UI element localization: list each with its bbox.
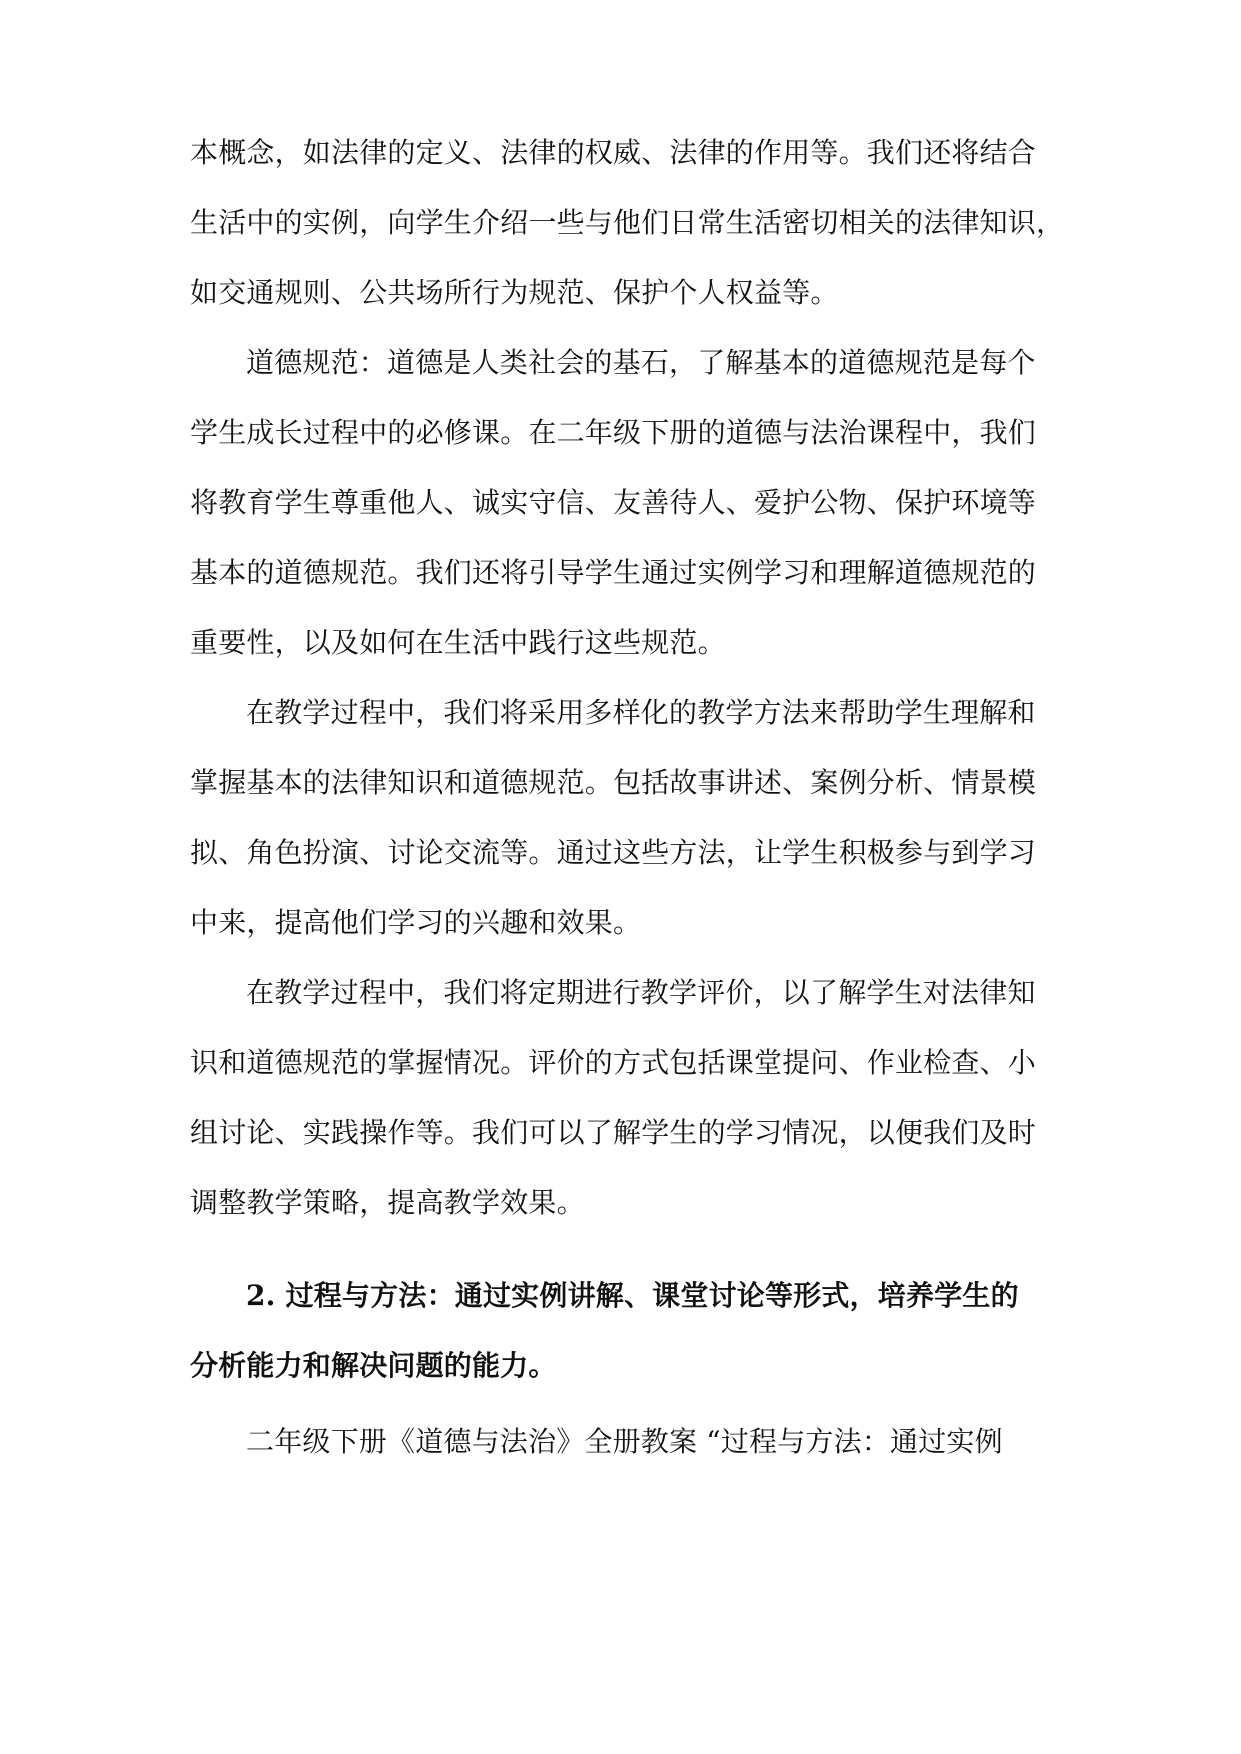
paragraph-line: 掌握基本的法律知识和道德规范。包括故事讲述、案例分析、情景模 [190, 766, 1037, 799]
paragraph-line: 道德规范：道德是人类社会的基石，了解基本的道德规范是每个 [246, 346, 1036, 379]
paragraph-line: 本概念，如法律的定义、法律的权威、法律的作用等。我们还将结合 [190, 136, 1037, 169]
paragraph-line: 生活中的实例，向学生介绍一些与他们日常生活密切相关的法律知识， [190, 206, 1065, 239]
paragraph-line: 组讨论、实践操作等。我们可以了解学生的学习情况，以便我们及时 [190, 1116, 1037, 1149]
paragraph-line: 如交通规则、公共场所行为规范、保护个人权益等。 [190, 276, 839, 309]
paragraph-line: 中来，提高他们学习的兴趣和效果。 [190, 906, 642, 939]
paragraph-line: 重要性，以及如何在生活中践行这些规范。 [190, 626, 726, 659]
section-heading-line: 分析能力和解决问题的能力。 [190, 1349, 557, 1382]
paragraph-line: 在教学过程中，我们将采用多样化的教学方法来帮助学生理解和 [246, 696, 1036, 729]
paragraph-line: 在教学过程中，我们将定期进行教学评价，以了解学生对法律知 [246, 976, 1036, 1009]
paragraph-line: 将教育学生尊重他人、诚实守信、友善待人、爱护公物、保护环境等 [190, 486, 1037, 519]
paragraph-line: 基本的道德规范。我们还将引导学生通过实例学习和理解道德规范的 [190, 556, 1037, 589]
section-heading-line: 2. 过程与方法：通过实例讲解、课堂讨论等形式，培养学生的 [246, 1279, 1019, 1312]
paragraph-line: 拟、角色扮演、讨论交流等。通过这些方法，让学生积极参与到学习 [190, 836, 1037, 869]
paragraph-line: 二年级下册《道德与法治》全册教案 “过程与方法：通过实例 [246, 1425, 1003, 1458]
paragraph-line: 学生成长过程中的必修课。在二年级下册的道德与法治课程中，我们 [190, 416, 1037, 449]
paragraph-line: 调整教学策略，提高教学效果。 [190, 1186, 585, 1219]
paragraph-line: 识和道德规范的掌握情况。评价的方式包括课堂提问、作业检查、小 [190, 1046, 1037, 1079]
